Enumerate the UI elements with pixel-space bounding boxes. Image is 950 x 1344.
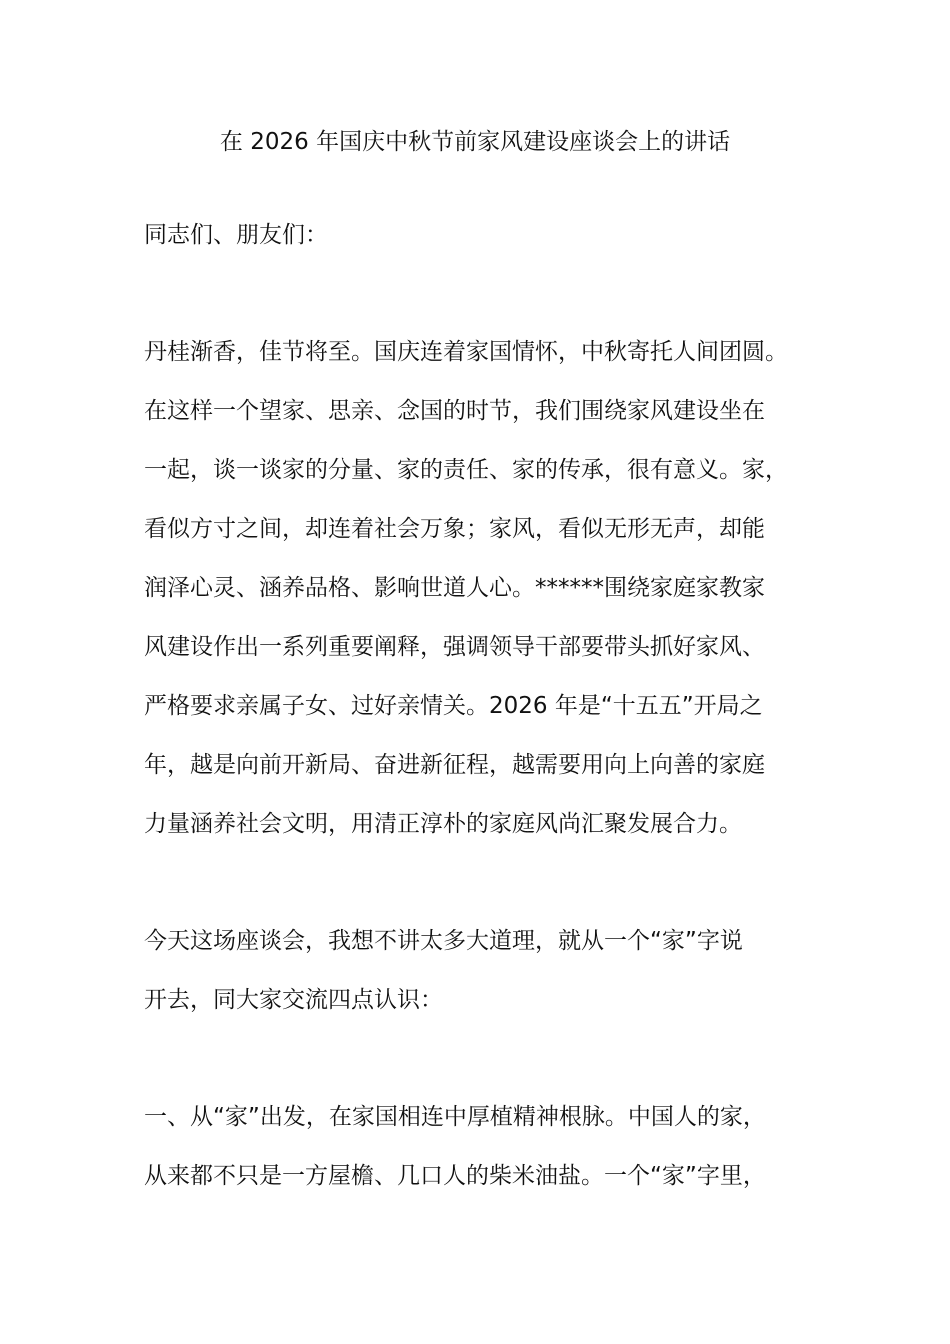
document-title: 在 2026 年国庆中秋节前家风建设座谈会上的讲话 xyxy=(219,129,731,155)
paragraph-3 xyxy=(144,1088,812,1206)
paragraph-line: 开去，同大家交流四点认识： xyxy=(144,987,443,1013)
paragraph-line: 风建设作出一系列重要阐释，强调领导干部要带头抓好家风、 xyxy=(144,634,765,660)
paragraph-line: 润泽心灵、涵养品格、影响世道人心。******围绕家庭家教家 xyxy=(144,575,765,601)
paragraph-line: 看似方寸之间，却连着社会万象；家风，看似无形无声，却能 xyxy=(144,516,765,542)
paragraph-line: 丹桂渐香，佳节将至。国庆连着家国情怀，中秋寄托人间团圆。 xyxy=(144,339,788,365)
paragraph-line: 今天这场座谈会，我想不讲太多大道理，就从一个“家”字说 xyxy=(144,928,743,954)
paragraph-line: 年，越是向前开新局、奋进新征程，越需要用向上向善的家庭 xyxy=(144,752,765,778)
paragraph-line: 力量涵养社会文明，用清正淳朴的家庭风尚汇聚发展合力。 xyxy=(144,811,742,837)
paragraph-2 xyxy=(144,912,812,1030)
paragraph-line: 一、从“家”出发，在家国相连中厚植精神根脉。中国人的家， xyxy=(144,1104,766,1130)
paragraph-line: 在这样一个望家、思亲、念国的时节，我们围绕家风建设坐在 xyxy=(144,398,765,424)
salutation: 同志们、朋友们： xyxy=(144,222,328,248)
paragraph-line: 严格要求亲属子女、过好亲情关。2026 年是“十五五”开局之 xyxy=(144,693,763,719)
paragraph-1 xyxy=(144,323,812,854)
paragraph-gap xyxy=(144,854,812,912)
paragraph-gap xyxy=(144,1030,812,1088)
document-body xyxy=(144,206,812,1206)
paragraph-line: 一起，谈一谈家的分量、家的责任、家的传承，很有意义。家， xyxy=(144,457,788,483)
paragraph-gap xyxy=(144,265,812,323)
paragraph-line: 从来都不只是一方屋檐、几口人的柴米油盐。一个“家”字里， xyxy=(144,1163,766,1189)
